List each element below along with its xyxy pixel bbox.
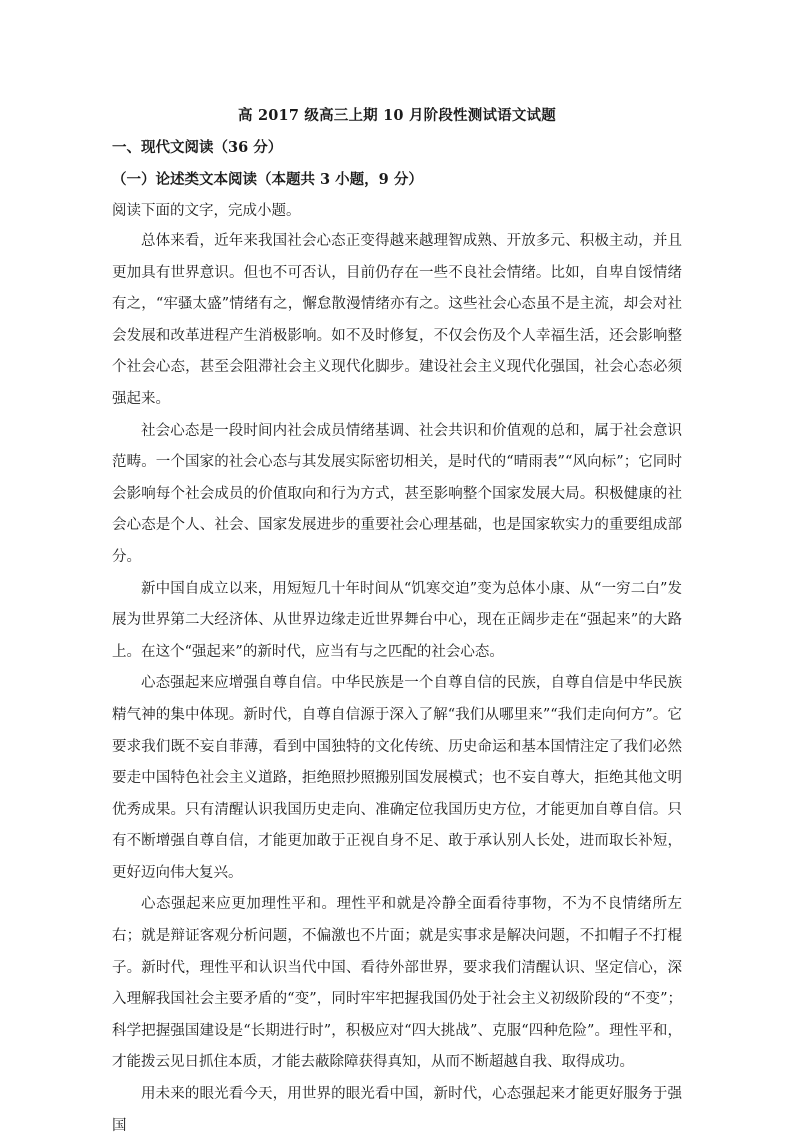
document-title: 高 2017 级高三上期 10 月阶段性测试语文试题: [238, 107, 556, 124]
section-heading: 一、现代文阅读（36 分）: [112, 139, 283, 156]
passage-body: [112, 226, 682, 1142]
paragraph: 心态强起来应更加理性平和。理性平和就是冷静全面看待事物，不为不良情绪所左右；就是辩证客观分析问题，不偏激也不片面；就是实事求是解决问题，不扣帽子不打棍子。新时代，理性平和认识当代中国、看待外部世界，要求我们清醒认识、坚定信心，深入理解我国社会主要矛盾的“变”，同时牢牢把握我国仍处于社会主义初级阶段的“不变”；科学把握强国建设是“长期进行时”，积极应对“四大挑战”、克服“四种危险”。理性平和，才能拨云见日抓住本质，才能去蔽除障获得真知，从而不断超越自我、取得成功。: [112, 896, 682, 1071]
subsection-heading: （一）论述类文本阅读（本题共 3 小题，9 分）: [112, 171, 423, 188]
paragraph: 新中国自成立以来，用短短几十年时间从“饥寒交迫”变为总体小康、从“一穷二白”发展为世界第二大经济体、从世界边缘走近世界舞台中心，现在正阔步走在“强起来”的大路上。在这个“强起来”的新时代，应当有与之匹配的社会心态。: [112, 580, 682, 660]
reading-instruction: 阅读下面的文字，完成小题。: [112, 203, 301, 219]
paragraph: 总体来看，近年来我国社会心态正变得越来越理智成熟、开放多元、积极主动，并且更加具有世界意识。但也不可否认，目前仍存在一些不良社会情绪。比如，自卑自馁情绪有之，“牢骚太盛”情绪有之，懈怠散漫情绪亦有之。这些社会心态虽不是主流，却会对社会发展和改革进程产生消极影响。如不及时修复，不仅会伤及个人幸福生活，还会影响整个社会心态，甚至会阻滞社会主义现代化脚步。建设社会主义现代化强国，社会心态必须强起来。: [112, 233, 682, 407]
paragraph: 社会心态是一段时间内社会成员情绪基调、社会共识和价值观的总和，属于社会意识范畴。一个国家的社会心态与其发展实际密切相关，是时代的“晴雨表”“风向标”；它同时会影响每个社会成员的价值取向和行为方式，甚至影响整个国家发展大局。积极健康的社会心态是个人、社会、国家发展进步的重要社会心理基础，也是国家软实力的重要组成部分。: [112, 422, 682, 565]
paragraph: 心态强起来应增强自尊自信。中华民族是一个自尊自信的民族，自尊自信是中华民族精气神的集中体现。新时代，自尊自信源于深入了解“我们从哪里来”“我们走向何方”。它要求我们既不妄自菲薄，看到中国独特的文化传统、历史命运和基本国情注定了我们必然要走中国特色社会主义道路，拒绝照抄照搬别国发展模式；也不妄自尊大，拒绝其他文明优秀成果。只有清醒认识我国历史走向、准确定位我国历史方位，才能更加自尊自信。只有不断增强自尊自信，才能更加敢于正视自身不足、敢于承认别人长处，进而取长补短，更好迈向伟大复兴。: [112, 675, 682, 881]
paragraph: 用未来的眼光看今天，用世界的眼光看中国，新时代，心态强起来才能更好服务于强国: [112, 1086, 682, 1134]
